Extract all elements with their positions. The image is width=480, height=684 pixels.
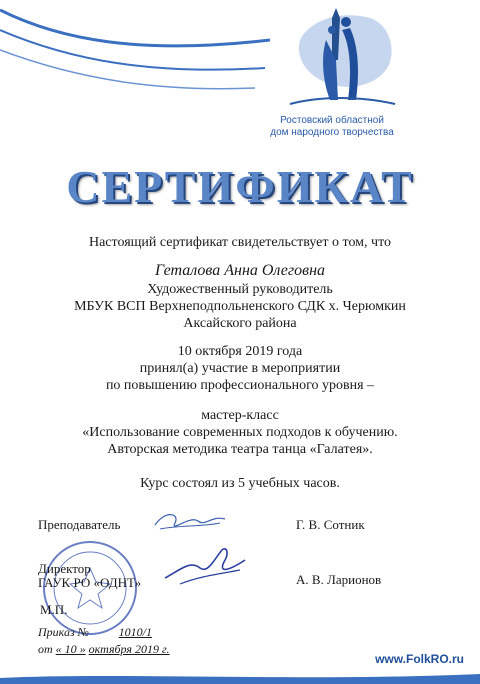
director-label (38, 562, 141, 590)
emblem-logo (280, 0, 400, 110)
order-month-year: октября 2019 г. (88, 642, 170, 656)
stamp-label: М.П. (40, 602, 68, 617)
recipient-name: Геталова Анна Олеговна (154, 262, 326, 279)
teacher-signature (150, 505, 230, 537)
event-type: по повышению профессионального уровня – (105, 378, 375, 393)
footer-wave (0, 672, 480, 684)
order-day: « 10 » (55, 642, 86, 656)
organization-name (262, 115, 402, 139)
website-link: www.FolkRO.ru (375, 652, 464, 666)
org-line-1: Ростовский областной (280, 115, 384, 126)
org-line-2: дом народного творчества (270, 127, 394, 138)
order-date-line (38, 642, 170, 657)
order-from-label: от (38, 642, 53, 656)
certificate-title: СЕРТИФИКАТ (66, 161, 414, 212)
director-title: Директор (38, 561, 91, 576)
order-number-line (38, 625, 152, 640)
recipient-district: Аксайского района (183, 316, 297, 331)
order-label: Приказ № (38, 625, 89, 639)
course-hours: Курс состоял из 5 учебных часов. (140, 476, 340, 491)
director-name: А. В. Ларионов (296, 572, 382, 587)
event-date: 10 октября 2019 года (177, 344, 303, 359)
recipient-position: Художественный руководитель (147, 282, 333, 297)
order-number: 1010/1 (118, 625, 152, 639)
topic-line-1: «Использование современных подходов к обучению. (82, 425, 398, 440)
intro-text: Настоящий сертификат свидетельствует о том, что (88, 235, 392, 250)
teacher-name: Г. В. Сотник (296, 517, 365, 532)
topic-line-2: Авторская методика театра танца «Галатея». (107, 442, 373, 457)
director-organization: ГАУК РО «ОДНТ» (38, 575, 142, 590)
participation-text: принял(а) участие в мероприятии (139, 361, 341, 376)
teacher-label: Преподаватель (38, 517, 121, 532)
recipient-organization: МБУК ВСП Верхнеподпольненского СДК х. Черюмкин (74, 299, 406, 314)
decorative-wave (0, 0, 270, 95)
event-format: мастер-класс (201, 408, 279, 423)
director-signature (160, 540, 250, 590)
